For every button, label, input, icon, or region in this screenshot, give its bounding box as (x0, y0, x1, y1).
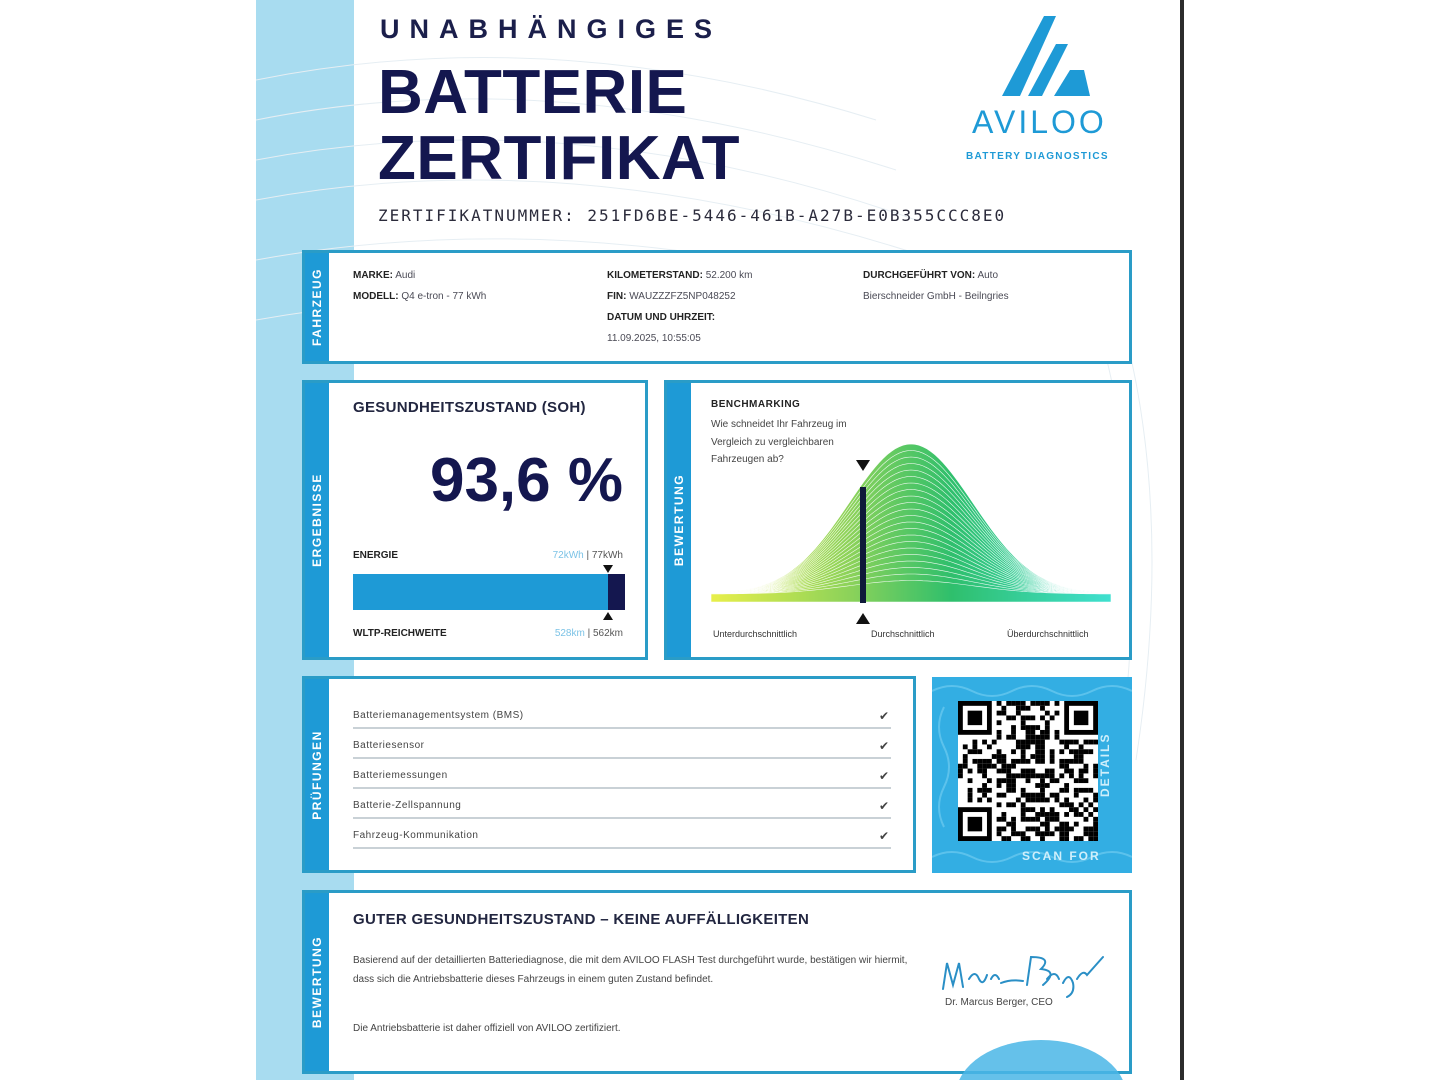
energy-separator: | (583, 550, 592, 561)
benchmark-question: Wie schneidet Ihr Fahrzeug im Vergleich zu vergleichbaren Fahrzeugen ab? (711, 419, 847, 465)
header-title-line1: BATTERIE (378, 58, 688, 127)
energy-meta (553, 550, 623, 561)
range-label: WLTP-REICHWEITE (353, 628, 447, 639)
check-label: Batteriemessungen (353, 770, 448, 781)
aviloo-logo-icon (962, 8, 1132, 168)
benchmark-marker-top-icon (856, 460, 870, 471)
datetime-label: DATUM UND UHRZEIT: (607, 312, 716, 323)
mileage-label: KILOMETERSTAND: (607, 270, 703, 281)
check-label: Fahrzeug-Kommunikation (353, 830, 479, 841)
energy-label: ENERGIE (353, 550, 399, 561)
bar-marker-bottom-icon (603, 612, 613, 620)
vehicle-section (302, 250, 1132, 364)
certificate-number: ZERTIFIKATNUMMER: 251FD6BE-5446-461B-A27B-E0B355CCC8E0 (378, 206, 1007, 225)
check-icon: ✔ (878, 829, 889, 843)
check-icon: ✔ (878, 799, 889, 813)
vin-label: FIN: (607, 291, 627, 302)
vehicle-col-1 (353, 265, 486, 307)
axis-label-low: Unterdurchschnittlich (713, 629, 798, 639)
benchmark-section (664, 380, 1132, 660)
range-separator: | (584, 628, 593, 639)
signature (935, 949, 1105, 999)
qr-code-icon (958, 701, 1098, 841)
bar-marker-top-icon (603, 565, 613, 573)
checks-section (302, 676, 916, 873)
benchmark-marker (860, 487, 866, 603)
results-section (302, 380, 648, 660)
logo-tagline: BATTERY DIAGNOSTICS (966, 151, 1109, 162)
assessment-paragraph-2: Die Antriebsbatterie ist daher offiziell von AVILOO zertifiziert. (353, 1023, 621, 1034)
datetime-value: 11.09.2025, 10:55:05 (607, 333, 701, 344)
check-row (353, 817, 891, 849)
vehicle-col-2 (607, 265, 752, 349)
model-value: Q4 e-tron - 77 kWh (401, 291, 487, 302)
soh-bar (353, 574, 625, 610)
header-subtitle: UNABHÄNGIGES (380, 14, 723, 44)
assessment-paragraph: Basierend auf der detaillierten Batteriediagnose, die mit dem AVILOO FLASH Test durchgeführt wurde, bestätigen wir hiermit, dass sich die Antriebsbatterie dieses Fahrzeugs in einem guten Zustand befindet. (353, 955, 908, 985)
soh-title: GESUNDHEITSZUSTAND (SOH) (353, 399, 586, 416)
vin-value: WAUZZZFZ5NP048252 (629, 291, 736, 302)
benchmark-section-label: BEWERTUNG (672, 473, 687, 567)
vehicle-section-label: FAHRZEUG (310, 268, 324, 346)
check-icon: ✔ (878, 739, 889, 753)
energy-nominal: 77kWh (591, 550, 623, 561)
check-row (353, 727, 891, 759)
benchmark-distribution-curve (711, 443, 1111, 623)
header-title (378, 60, 740, 192)
check-label: Batteriemanagementsystem (BMS) (353, 710, 524, 721)
assessment-title: GUTER GESUNDHEITSZUSTAND – KEINE AUFFÄLLIGKEITEN (353, 911, 810, 928)
checks-section-label: PRÜFUNGEN (310, 729, 325, 820)
results-section-label: ERGEBNISSE (310, 473, 324, 567)
check-row (353, 697, 891, 729)
header-title-line2: ZERTIFIKAT (378, 124, 741, 193)
assessment-section-label: BEWERTUNG (310, 935, 325, 1029)
soh-value: 93,6 % (429, 446, 623, 515)
check-icon: ✔ (878, 709, 889, 723)
range-nominal: 562km (592, 628, 623, 639)
range-current: 528km (554, 628, 585, 639)
soh-bar-remaining (608, 574, 625, 610)
brand-value: Audi (395, 270, 416, 281)
check-row (353, 757, 891, 789)
mileage-value: 52.200 km (705, 270, 753, 281)
vehicle-col-3 (863, 265, 1009, 307)
signer-name: Dr. Marcus Berger, CEO (945, 997, 1053, 1008)
performed-value-2: Bierschneider GmbH - Beilngries (863, 291, 1009, 302)
qr-scan-label: SCAN FOR (1022, 849, 1101, 863)
qr-code-panel[interactable] (932, 677, 1132, 873)
axis-label-high: Überdurchschnittlich (1007, 629, 1089, 639)
logo-wordmark: AVILOO (972, 104, 1107, 140)
check-label: Batteriesensor (353, 740, 425, 751)
benchmark-marker-bottom-icon (856, 613, 870, 624)
qr-details-label: DETAILS (1098, 732, 1112, 797)
certificate-page (256, 0, 1182, 1080)
check-label: Batterie-Zellspannung (353, 800, 462, 811)
axis-label-mid: Durchschnittlich (871, 629, 935, 639)
performed-value-1: Auto (977, 270, 999, 281)
check-icon: ✔ (878, 769, 889, 783)
range-meta (555, 628, 623, 639)
performed-label: DURCHGEFÜHRT VON: (863, 270, 976, 281)
energy-current: 72kWh (552, 550, 584, 561)
qr-code[interactable] (958, 701, 1098, 841)
brand-label: MARKE: (353, 270, 393, 281)
model-label: MODELL: (353, 291, 399, 302)
page-edge (1180, 0, 1184, 1080)
check-row (353, 787, 891, 819)
benchmark-title: BENCHMARKING (711, 399, 801, 410)
